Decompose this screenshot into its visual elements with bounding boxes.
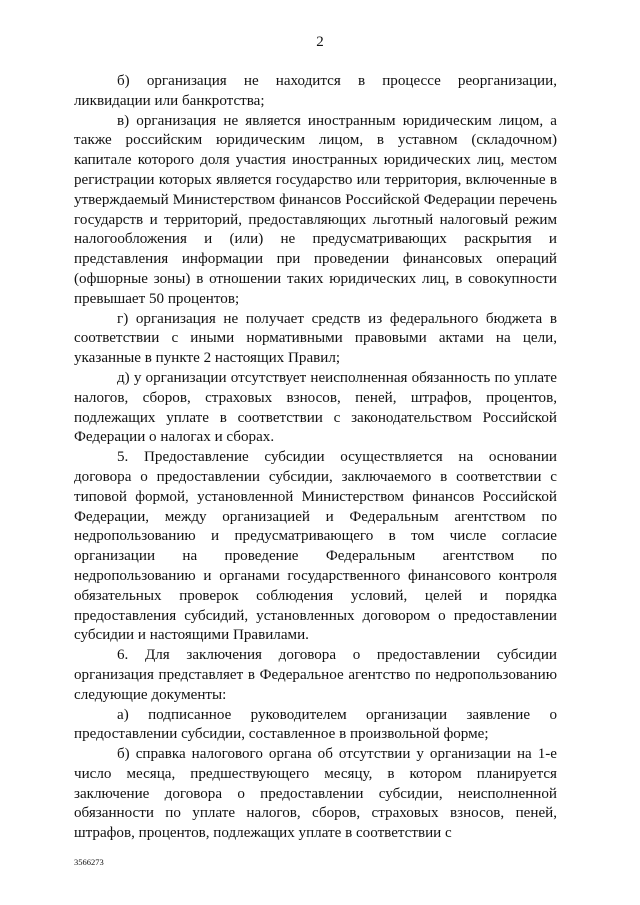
- paragraph-d-tax-obligations: д) у организации отсутствует неисполненная обязанность по уплате налогов, сборов, страховых взносов, пеней, штрафов, процентов, подлежащих уплате в соответствии с законодательством Российской Федерации о налогах и сборах.: [74, 369, 557, 446]
- paragraph-g-federal-budget: г) организация не получает средств из федерального бюджета в соответствии с иными нормативными правовыми актами на цели, указанные в пункте 2 настоящих Правил;: [74, 310, 557, 367]
- paragraph-v-foreign-entity: в) организация не является иностранным юридическим лицом, а также российским юридическим лицом, в уставном (складочном) капитале которого доля участия иностранных юридических лиц, местом регистрации которых является государство или территория, включенные в утверждаемый Министерством финансов Российской Федерации перечень государств и территорий, предоставляющих льготный налоговый режим налогообложения и (или) не предусматривающих раскрытия и представления информации при проведении финансовых операций (офшорные зоны) в отношении таких юридических лиц, в совокупности превышает 50 процентов;: [74, 112, 557, 307]
- page-number: 2: [316, 34, 324, 50]
- paragraph-a-application: а) подписанное руководителем организации заявление о предоставлении субсидии, составленное в произвольной форме;: [74, 706, 557, 743]
- document-code: 3566273: [74, 857, 104, 867]
- paragraph-b-tax-certificate: б) справка налогового органа об отсутствии у организации на 1-е число месяца, предшествующего месяцу, в котором планируется заключение договора о предоставлении субсидии, неисполненной обязанности по уплате налогов, сборов, страховых взносов, пеней, штрафов, процентов, подлежащих уплате в соответствии с: [74, 746, 557, 842]
- paragraph-b-reorganization: б) организация не находится в процессе реорганизации, ликвидации или банкротства;: [74, 73, 557, 109]
- paragraph-5-subsidy-agreement: 5. Предоставление субсидии осуществляется на основании договора о предоставлении субсидии, заключаемого в соответствии с типовой формой, установленной Министерством финансов Российской Федерации, между организацией и Федеральным агентством по недропользованию и предусматривающего в том числе согласие организации на проведение Федеральным агентством по недропользованию и органами государственного финансового контроля обязательных проверок соблюдения условий, целей и порядка предоставления субсидий, установленных договором о предоставлении субсидии и настоящими Правилами.: [74, 449, 557, 644]
- paragraph-6-documents: 6. Для заключения договора о предоставлении субсидии организация представляет в Федеральное агентство по недропользованию следующие документы:: [74, 647, 557, 703]
- document-body: [74, 72, 557, 844]
